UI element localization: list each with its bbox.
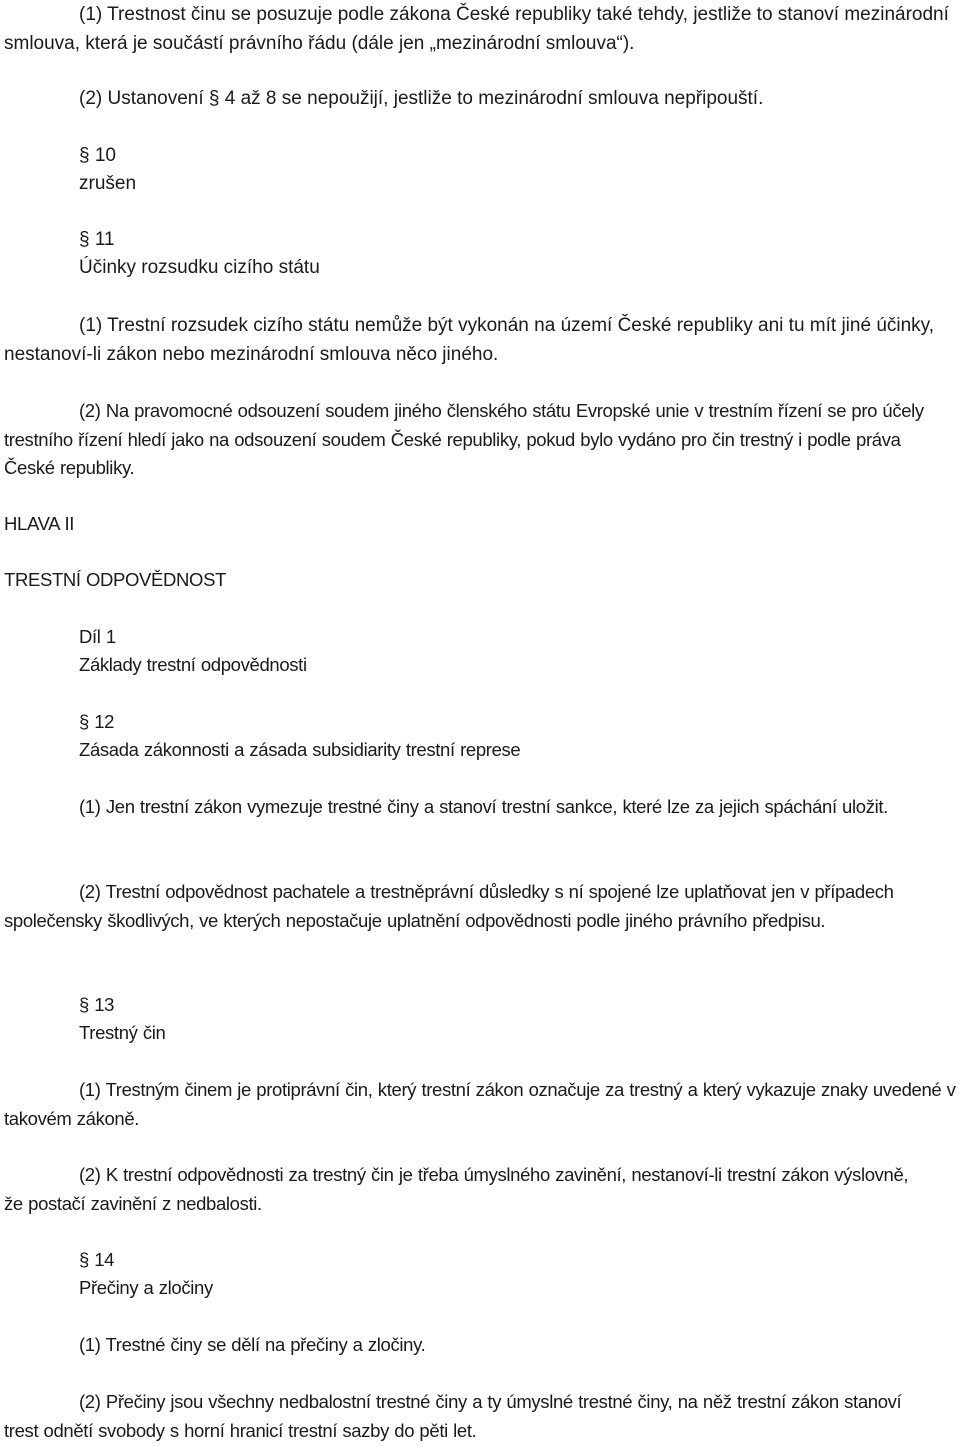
- section-13-number: § 13: [79, 994, 115, 1015]
- section-10-number: § 10: [79, 145, 116, 166]
- section-11-title: Účinky rozsudku cizího státu: [79, 257, 320, 278]
- section-11-paragraph-2: (2) Na pravomocné odsouzení soudem jiného členského státu Evropské unie v trestním řízení se pro účely trestního řízení hledí jako na odsouzení soudem České republiky, pokud bylo vydáno pro čin trestný i podle práva České republiky.: [4, 400, 924, 478]
- section-12-paragraph-2: (2) Trestní odpovědnost pachatele a trestněprávní důsledky s ní spojené lze uplatňovat jen v případech společensky škodlivých, ve kterých nepostačuje uplatnění odpovědnosti podle jiného právního předpisu.: [4, 881, 894, 931]
- part-title: Základy trestní odpovědnosti: [79, 654, 307, 675]
- section-14-paragraph-2: (2) Přečiny jsou všechny nedbalostní trestné činy a ty úmyslné trestné činy, na něž trestní zákon stanoví trest odnětí svobody s horní hranicí trestní sazby do pěti let.: [4, 1391, 902, 1441]
- part-label: Díl 1: [79, 626, 116, 647]
- section-13-paragraph-2: (2) K trestní odpovědnosti za trestný čin je třeba úmyslného zavinění, nestanoví-li trestní zákon výslovně, že postačí zavinění z nedbalosti.: [4, 1164, 909, 1214]
- section-11-paragraph-1: (1) Trestní rozsudek cizího státu nemůže být vykonán na území České republiky ani tu mít jiné účinky, nestanoví-li zákon nebo mezinárodní smlouva něco jiného.: [4, 315, 935, 365]
- paragraph-intro-2: (2) Ustanovení § 4 až 8 se nepoužijí, jestliže to mezinárodní smlouva nepřipouští.: [79, 88, 764, 109]
- section-11-number: § 11: [79, 229, 115, 250]
- section-12-paragraph-1: (1) Jen trestní zákon vymezuje trestné činy a stanoví trestní sankce, které lze za jejich spáchání uložit.: [79, 796, 888, 817]
- section-14-paragraph-1: (1) Trestné činy se dělí na přečiny a zločiny.: [79, 1334, 426, 1355]
- section-13-title: Trestný čin: [79, 1022, 166, 1043]
- section-12-number: § 12: [79, 711, 115, 732]
- section-10-title: zrušen: [79, 173, 137, 194]
- section-14-title: Přečiny a zločiny: [79, 1277, 213, 1298]
- section-12-title: Zásada zákonnosti a zásada subsidiarity trestní represe: [79, 739, 521, 760]
- section-14-number: § 14: [79, 1249, 115, 1270]
- chapter-title: TRESTNÍ ODPOVĚDNOST: [4, 569, 227, 590]
- paragraph-intro-1: (1) Trestnost činu se posuzuje podle zákona České republiky také tehdy, jestliže to stanoví mezinárodní smlouva, která je součástí právního řádu (dále jen „mezinárodní smlouva“).: [4, 4, 949, 54]
- section-13-paragraph-1: (1) Trestným činem je protiprávní čin, který trestní zákon označuje za trestný a který vykazuje znaky uvedené v takovém zákoně.: [4, 1079, 956, 1129]
- chapter-label: HLAVA II: [4, 513, 75, 534]
